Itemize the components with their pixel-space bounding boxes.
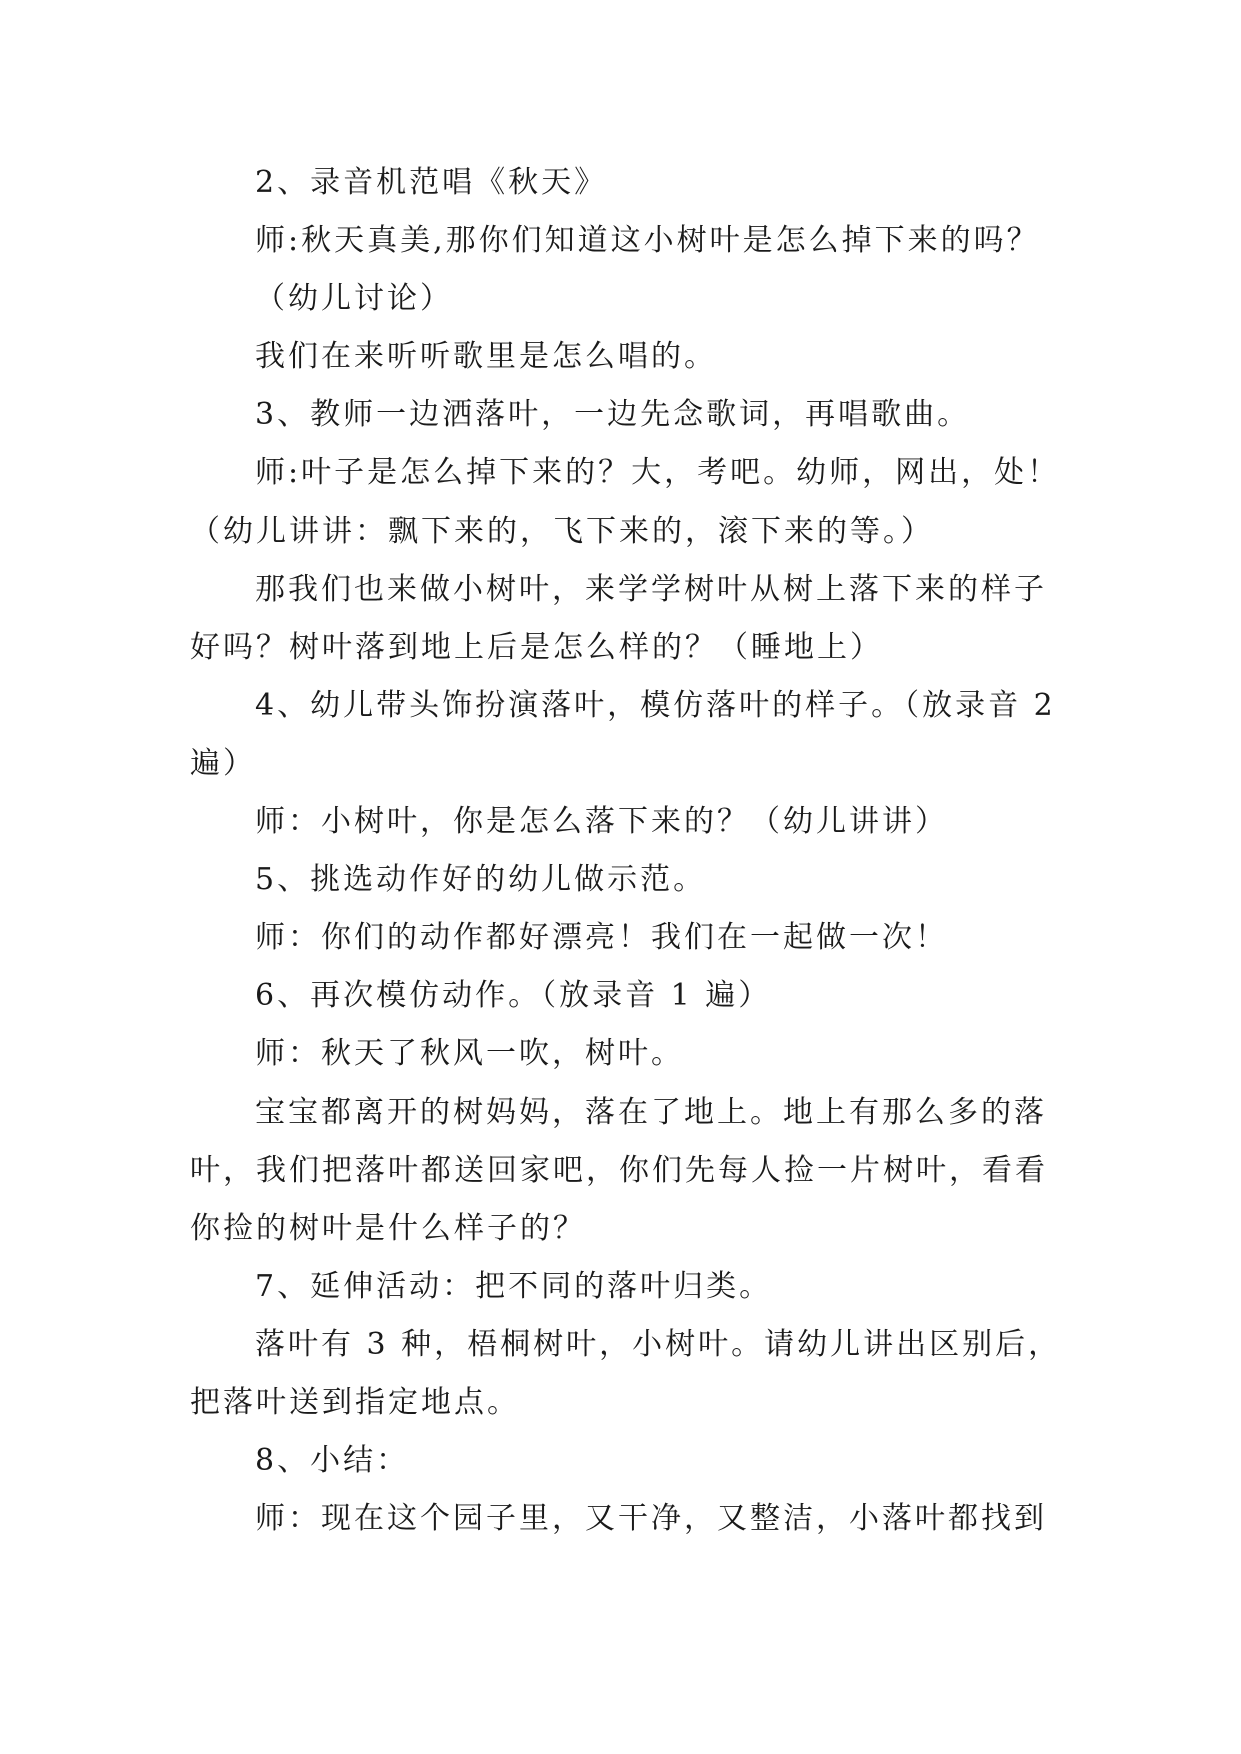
text-line: 8、小结： xyxy=(255,1443,410,1479)
text-line: 3、教师一边洒落叶，一边先念歌词，再唱歌曲。 xyxy=(255,397,971,433)
text-line: 4、幼儿带头饰扮演落叶，模仿落叶的样子。（放录音 2 xyxy=(255,687,1056,723)
document-body xyxy=(0,154,1241,1548)
text-line: 那我们也来做小树叶，来学学树叶从树上落下来的样子 xyxy=(255,571,1047,607)
text-line: 5、挑选动作好的幼儿做示范。 xyxy=(255,862,707,898)
text-line: 师：你们的动作都好漂亮！我们在一起做一次！ xyxy=(255,920,948,956)
text-line: （幼儿讨论） xyxy=(255,281,453,317)
text-line: 师:叶子是怎么掉下来的？大，考吧。幼师，网出，处！ xyxy=(255,455,1061,491)
text-line: 叶，我们把落叶都送回家吧，你们先每人捡一片树叶，看看 xyxy=(190,1152,1048,1188)
text-line: 我们在来听听歌里是怎么唱的。 xyxy=(255,339,717,375)
text-line: 2、录音机范唱《秋天》 xyxy=(255,165,608,200)
text-line: 宝宝都离开的树妈妈，落在了地上。地上有那么多的落 xyxy=(255,1094,1047,1130)
text-line: 落叶有 3 种，梧桐树叶，小树叶。请幼儿讲出区别后， xyxy=(255,1326,1062,1362)
text-line: 6、再次模仿动作。（放录音 1 遍） xyxy=(255,978,772,1014)
text-line: 7、延伸活动：把不同的落叶归类。 xyxy=(255,1268,773,1304)
text-line: 师:秋天真美,那你们知道这小树叶是怎么掉下来的吗？ xyxy=(255,223,1040,259)
text-line: 遍） xyxy=(190,745,256,781)
text-line: （幼儿讲讲：飘下来的，飞下来的，滚下来的等。） xyxy=(190,513,934,549)
text-line: 师：秋天了秋风一吹，树叶。 xyxy=(255,1036,684,1072)
text-line: 师：小树叶，你是怎么落下来的？（幼儿讲讲） xyxy=(255,804,948,840)
text-line: 你捡的树叶是什么样子的？ xyxy=(190,1210,586,1246)
text-line: 把落叶送到指定地点。 xyxy=(190,1384,520,1420)
text-line: 好吗？树叶落到地上后是怎么样的？（睡地上） xyxy=(190,629,883,665)
text-line: 师：现在这个园子里，又干净，又整洁，小落叶都找到 xyxy=(255,1501,1047,1537)
